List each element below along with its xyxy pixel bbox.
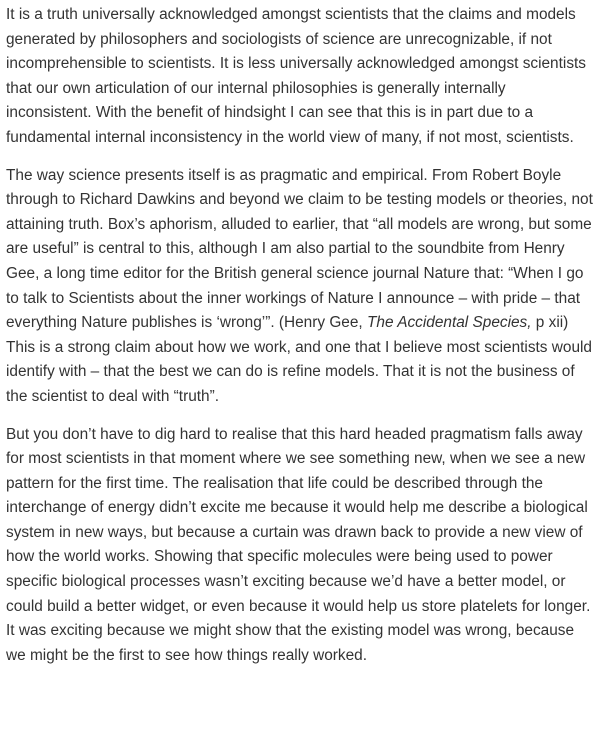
text-line: generated by philosophers and sociologists of science are unrecognizable, if not	[6, 30, 552, 48]
citation-page-ref: p xii)	[531, 314, 569, 332]
text-line: interchange of energy didn’t excite me because it would help me describe a biological	[6, 499, 588, 517]
text-line: how the world works. Showing that specific molecules were being used to power	[6, 548, 553, 566]
text-line: specific biological processes wasn’t exciting because we’d have a better model, or	[6, 573, 566, 591]
citation-lead-text: everything Nature publishes is ‘wrong’”. (Henry Gee,	[6, 314, 367, 332]
text-line: This is a strong claim about how we work, and one that I believe most scientists would	[6, 338, 592, 356]
text-line: Gee, a long time editor for the British general science journal Nature that: “When I go	[6, 264, 584, 282]
text-line: system in new ways, but because a curtain was drawn back to provide a new view of	[6, 523, 583, 541]
text-line: identify with – that the best we can do is refine models. That it is not the business of	[6, 363, 575, 381]
citation-line	[6, 311, 606, 336]
paragraph-1	[6, 3, 606, 151]
text-line: through to Richard Dawkins and beyond we claim to be testing models or theories, not	[6, 191, 593, 209]
text-line: the scientist to deal with “truth”.	[6, 387, 219, 405]
paragraph-3	[6, 423, 606, 669]
text-line: we might be the first to see how things really worked.	[6, 646, 367, 664]
text-line: fundamental internal inconsistency in the world view of many, if not most, scientists.	[6, 128, 574, 146]
paragraph-2	[6, 164, 606, 410]
text-line: It is a truth universally acknowledged amongst scientists that the claims and models	[6, 6, 576, 23]
text-line: for most scientists in that moment where we see something new, when we see a new	[6, 450, 586, 468]
text-line: pattern for the first time. The realisation that life could be described through the	[6, 474, 543, 492]
text-line: incomprehensible to scientists. It is less universally acknowledged amongst scientists	[6, 55, 586, 73]
text-line: It was exciting because we might show that the existing model was wrong, because	[6, 622, 575, 640]
text-line: inconsistent. With the benefit of hindsight I can see that this is in part due to a	[6, 104, 534, 122]
text-line: that our own articulation of our internal philosophies is generally internally	[6, 79, 506, 97]
text-line: could build a better widget, or even because it would help us store platelets for longer.	[6, 597, 591, 615]
text-line: are useful” is central to this, although I am also partial to the soundbite from Henry	[6, 240, 565, 258]
text-line: The way science presents itself is as pragmatic and empirical. From Robert Boyle	[6, 166, 562, 184]
text-line: to talk to Scientists about the inner workings of Nature I announce – with pride – that	[6, 289, 581, 307]
citation-book-title: The Accidental Species,	[366, 314, 532, 332]
text-line: attaining truth. Box’s aphorism, alluded to earlier, that “all models are wrong, but some	[6, 215, 592, 233]
text-line: But you don’t have to dig hard to realise that this hard headed pragmatism falls away	[6, 425, 583, 443]
